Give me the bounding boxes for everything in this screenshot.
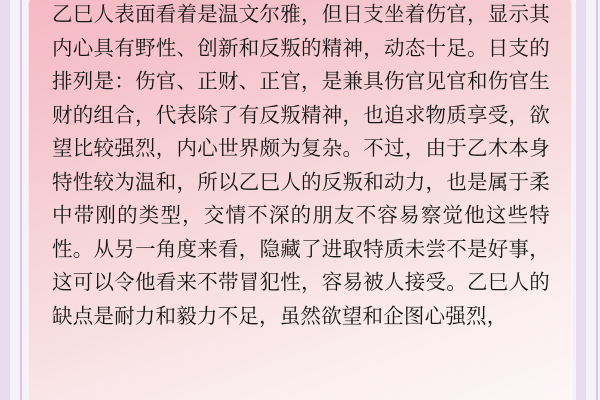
content-card: [28, 0, 572, 400]
article-body-text: 乙巳人表面看着是温文尔雅，但日支坐着伤官，显示其内心具有野性、创新和反叛的精神，动态十足。日支的排列是：伤官、正财、正官，是兼具伤官见官和伤官生财的组合，代表除了有反叛精神，也追求物质享受，欲望比较强烈，内心世界颇为复杂。不过，由于乙木本身特性较为温和，所以乙巳人的反叛和动力，也是属于柔中带刚的类型，交情不深的朋友不容易察觉他这些特性。从另一角度来看，隐藏了进取特质未尝不是好事，这可以令他看来不带冒犯性，容易被人接受。乙巳人的缺点是耐力和毅力不足，虽然欲望和企图心强烈，: [52, 2, 550, 328]
